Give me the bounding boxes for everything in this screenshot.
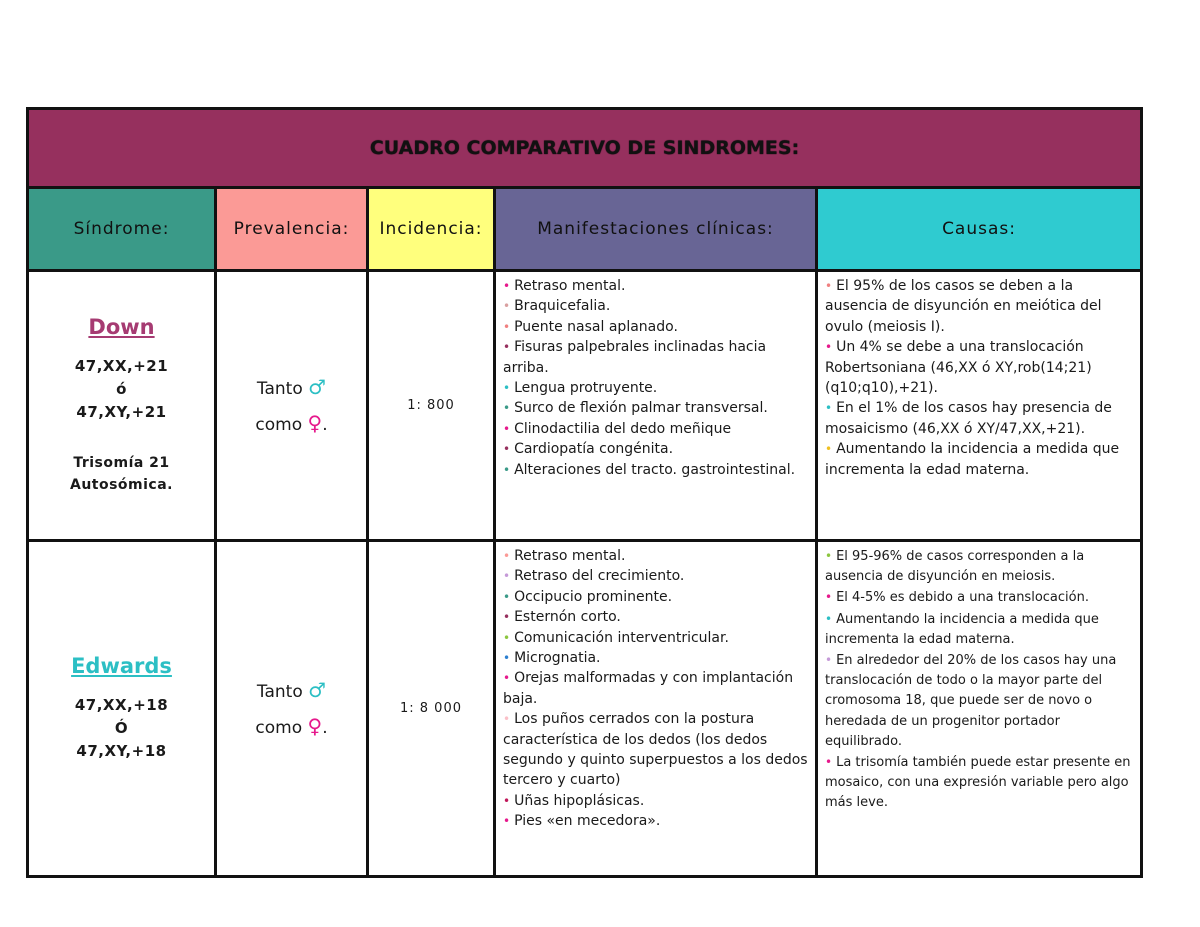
bullet-icon: • [503,712,511,727]
list-item-text: Occipucio prominente. [514,588,673,605]
bullet-icon: • [503,549,511,563]
list-item [825,546,1134,587]
list-item-text: Braquicefalia. [514,298,611,315]
list-item [503,546,809,566]
list-item [825,337,1134,398]
cell-manifestations-down [495,271,817,541]
list-item-text: Puente nasal aplanado. [514,318,678,335]
list-item-text: Fisuras palpebrales inclinadas hacia arriba. [503,339,767,376]
karyotype-female: 47,XX,+18 [74,696,169,714]
list-item-text: Esternón corto. [514,609,621,626]
list-item-text: Un 4% se debe a una translocación Robertsoniana (46,XX ó XY,rob(14;21)(q10;q10),+21). [825,339,1092,397]
syndrome-name-down: Down [88,314,155,339]
list-item-text: En alrededor del 20% de los casos hay una translocación de todo o la mayor parte del cromosoma 18, que puede ser de novo o heredada de un progenitor portador equilibrado. [825,653,1117,749]
inheritance-type: Autosómica. [69,476,173,493]
syndrome-name-edwards: Edwards [71,654,172,678]
cell-manifestations-edwards [495,541,817,877]
bullet-icon: • [503,319,511,334]
list-item-text: El 95-96% de casos corresponden a la ausencia de disyunción en meiosis. [825,549,1085,585]
list-item-text: Uñas hipoplásicas. [514,792,645,809]
bullet-icon: • [503,279,511,293]
karyotype-or: ó [116,379,127,398]
table-row-down [28,271,1142,541]
prevalence-line-2 [217,406,366,442]
prevalence-line-2 [217,709,366,745]
bullet-icon: • [503,671,511,686]
list-item [503,337,809,378]
cell-incidence-down: 1: 800 [368,271,495,541]
header-sindrome: Síndrome: [28,188,216,271]
female-symbol-icon: ♀ [307,410,323,435]
bullet-icon: • [825,340,833,355]
list-item [503,460,809,480]
list-item-text: Retraso mental. [514,278,626,294]
bullet-icon: • [503,299,511,314]
bullet-icon: • [503,462,511,477]
bullet-icon: • [825,755,833,770]
list-item [825,650,1134,752]
list-item [503,317,809,337]
list-item-text: Lengua protruyente. [514,380,658,397]
list-item [503,668,809,709]
list-item-text: Pies «en mecedora». [514,813,661,830]
bullet-icon: • [503,630,511,645]
cell-sindrome-down [28,271,216,541]
bullet-icon: • [825,442,833,457]
list-item [503,276,809,296]
prevalence-line-1 [217,370,366,406]
list-item-text: Aumentando la incidencia a medida que incrementa la edad materna. [825,611,1099,647]
male-symbol-icon: ♂ [308,374,327,399]
list-item-text: Aumentando la incidencia a medida que incrementa la edad materna. [825,441,1120,478]
list-item [503,587,809,607]
list-item-text: Alteraciones del tracto. gastrointestinal. [514,461,796,478]
list-item [503,791,809,811]
karyotype-female: 47,XX,+21 [74,356,169,375]
header-incidencia: Incidencia: [368,188,495,271]
list-item [503,439,809,459]
list-item-text: Retraso mental. [514,548,626,564]
karyotype-male: 47,XY,+21 [76,402,167,421]
bullet-icon: • [503,421,511,436]
bullet-icon: • [503,610,511,625]
bullet-icon: • [503,442,511,457]
bullet-icon: • [825,279,833,293]
list-item [503,419,809,439]
table-row-edwards [28,541,1142,877]
bullet-icon: • [503,651,511,666]
bullet-icon: • [503,814,511,829]
prevalence-period: . [322,414,328,435]
male-symbol-icon: ♂ [308,677,327,702]
header-prevalencia: Prevalencia: [216,188,368,271]
bullet-icon: • [503,381,511,396]
female-symbol-icon: ♀ [307,713,323,738]
list-item [825,752,1134,814]
list-item-text: Orejas malformadas y con implantación baja. [503,670,794,707]
bullet-icon: • [825,653,833,668]
bullet-icon: • [503,340,511,355]
header-manifestaciones: Manifestaciones clínicas: [495,188,817,271]
bullet-icon: • [825,590,833,605]
bullet-icon: • [825,401,833,416]
cell-causes-edwards [817,541,1142,877]
list-item-text: Los puños cerrados con la postura característica de los dedos (los dedos segundo y quinto superpuestos a los dedos tercero y cuarto) [503,711,808,789]
list-item [503,566,809,586]
bullet-icon: • [503,589,511,604]
bullet-icon: • [503,569,511,584]
prevalence-text: como [255,717,303,738]
cell-sindrome-edwards [28,541,216,877]
list-item [503,296,809,316]
prevalence-line-1 [217,673,366,709]
bullet-icon: • [825,611,833,626]
prevalence-text: como [255,414,303,435]
list-item [503,709,809,791]
karyotype-or: Ó [114,719,129,737]
prevalence-period: . [322,717,328,738]
list-item-text: La trisomía también puede estar presente en mosaico, con una expresión variable pero algo más leve. [825,755,1131,811]
list-item-text: Micrognatia. [514,650,601,667]
title-banner [28,109,1142,188]
list-item-text: Surco de flexión palmar transversal. [514,400,768,417]
bullet-icon: • [503,401,511,416]
list-item [825,587,1134,608]
table-title: CUADRO COMPARATIVO DE SINDROMES: [369,137,800,159]
list-item [503,648,809,668]
cell-incidence-edwards: 1: 8 000 [368,541,495,877]
comparison-table [26,107,1143,878]
cell-prevalence-down [216,271,368,541]
cell-prevalence-edwards [216,541,368,877]
karyotype-male: 47,XY,+18 [76,742,167,760]
list-item [825,398,1134,439]
list-item [503,811,809,831]
list-item-text: El 95% de los casos se deben a la ausencia de disyunción en meiótica del ovulo (meiosis I). [825,278,1102,335]
list-item-text: Comunicación interventricular. [514,629,729,646]
bullet-icon: • [825,549,833,563]
prevalence-text: Tanto [256,681,303,702]
list-item [503,628,809,648]
list-item-text: Retraso del crecimiento. [514,568,685,585]
list-item [503,378,809,398]
cell-causes-down [817,271,1142,541]
list-item-text: El 4-5% es debido a una translocación. [836,590,1089,606]
list-item [825,276,1134,337]
header-causas: Causas: [817,188,1142,271]
list-item [825,439,1134,480]
list-item [503,398,809,418]
trisomy-label: Trisomía 21 [73,454,170,471]
list-item-text: En el 1% de los casos hay presencia de mosaicismo (46,XX ó XY/47,XX,+21). [825,400,1112,437]
list-item [825,609,1134,650]
bullet-icon: • [503,793,511,808]
list-item-text: Cardiopatía congénita. [514,441,674,458]
list-item [503,607,809,627]
list-item-text: Clinodactilia del dedo meñique [514,420,732,437]
prevalence-text: Tanto [256,378,303,399]
